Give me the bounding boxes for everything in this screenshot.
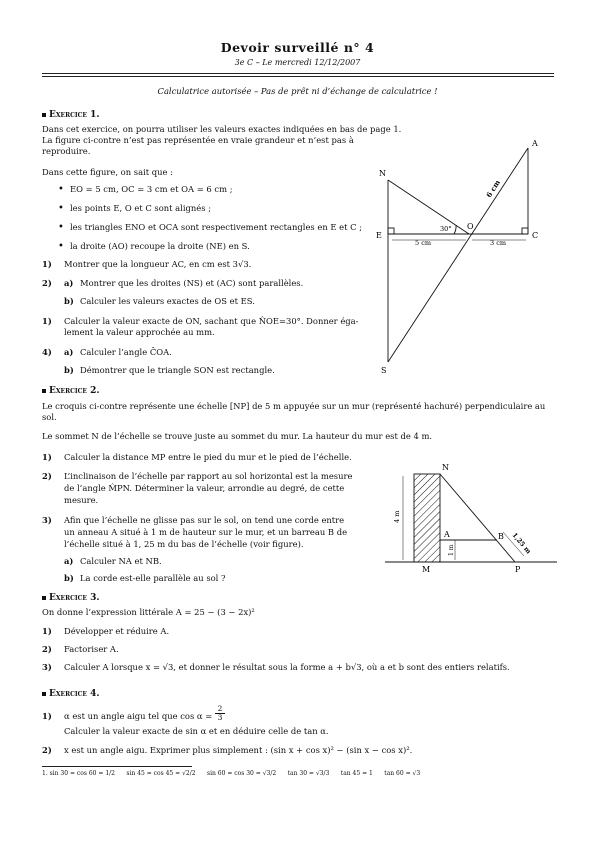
label-e: E: [376, 231, 382, 240]
page-title: Devoir surveillé n° 4: [220, 40, 375, 55]
list-item: • les triangles ENO et OCA sont respectivement rectangles en E et C ;: [58, 222, 378, 233]
label-c: C: [532, 231, 539, 240]
angle-arc: [454, 225, 456, 234]
list-item: • la droite (AO) recoupe la droite (NE) en S.: [58, 241, 378, 252]
label-eo: 5 cm: [415, 239, 432, 247]
ex3-question-2: 2) Factoriser A.: [42, 644, 119, 654]
figure-1: [370, 132, 550, 377]
label-p: P: [515, 565, 521, 574]
ex2-intro: sol.: [42, 412, 57, 422]
ex2-question-3: 3) Afin que l’échelle ne glisse pas sur le sol, on tend une corde entre: [42, 515, 345, 525]
wall: [414, 474, 440, 562]
label-s: S: [381, 366, 387, 375]
ex2-question-2: 2) L’inclinaison de l’échelle par rapport au sol horizontal est la mesure: [42, 471, 353, 481]
divider: [42, 76, 554, 77]
line-as: [388, 148, 528, 362]
ex1-question-4b: b) Démontrer que le triangle SON est rectangle.: [64, 365, 275, 375]
ex1-question-3: 1) Calculer la valeur exacte de ON, sachant que N̂OE=30°. Donner éga-: [42, 316, 359, 326]
ex1-intro: La figure ci-contre n’est pas représentée en vraie grandeur et n’est pas à: [42, 135, 354, 145]
fraction: [215, 705, 225, 723]
ex4-question-2: 2) x est un angle aigu. Exprimer plus simplement : (sin x + cos x)² − (sin x − cos x)².: [42, 745, 413, 755]
label-oa: 6 cm: [484, 178, 503, 200]
ex1-question-2b: b) Calculer les valeurs exactes de OS et ES.: [64, 296, 255, 306]
exercise-4-heading: Exercice 4.: [42, 689, 100, 701]
right-angle-c: [522, 228, 528, 234]
label-oc: 3 cm: [490, 239, 507, 247]
ex2-question-2: mesure.: [64, 495, 99, 505]
list-item: • EO = 5 cm, OC = 3 cm et OA = 6 cm ;: [58, 184, 378, 195]
ex1-intro: Dans cet exercice, on pourra utiliser les valeurs exactes indiquées en bas de page 1.: [42, 124, 402, 134]
line-no: [388, 180, 469, 234]
label-ring-height: 1 m: [448, 544, 455, 556]
label-pb: 1,25 m: [510, 531, 533, 556]
label-b: B: [498, 532, 504, 541]
label-a: A: [532, 139, 538, 148]
ex3-intro: On donne l’expression littérale A = 25 − (3 − 2x)²: [42, 607, 255, 617]
exercise-2-heading: Exercice 2.: [42, 386, 100, 398]
ex1-question-4a: 4) a) Calculer l’angle ĈOA.: [42, 347, 172, 357]
list-item: • les points E, O et C sont alignés ;: [58, 203, 378, 214]
ex1-question-2a: 2) a) Montrer que les droites (NS) et (AC) sont parallèles.: [42, 278, 304, 288]
exercise-1-heading: Exercice 1.: [42, 110, 100, 122]
label-height: 4 m: [393, 510, 401, 523]
label-n: N: [442, 463, 449, 472]
ex4-question-1: Calculer la valeur exacte de sin α et en déduire celle de tan α.: [64, 726, 329, 736]
right-angle-e: [388, 228, 394, 234]
ex2-question-1: 1) Calculer la distance MP entre le pied du mur et le pied de l’échelle.: [42, 452, 352, 462]
exercise-3-heading: Exercice 3.: [42, 593, 100, 605]
fraction-denominator: 3: [217, 713, 223, 723]
ex2-question-3a: a) Calculer NA et NB.: [64, 556, 162, 566]
ex3-question-3: 3) Calculer A lorsque x = √3, et donner le résultat sous la forme a + b√3, où a et b sont des entiers relatifs.: [42, 662, 510, 672]
ex2-question-2: de l’angle M̂PN. Déterminer la valeur, arrondie au degré, de cette: [64, 483, 345, 493]
label-o: O: [467, 222, 474, 231]
ex3-question-1: 1) Développer et réduire A.: [42, 626, 170, 636]
label-m: M: [422, 565, 431, 574]
ex4-question-1: 1) α est un angle aigu tel que cos α =: [42, 711, 213, 721]
ex2-intro: Le croquis ci-contre représente une échelle [NP] de 5 m appuyée sur un mur (représenté hachuré) perpendiculaire au: [42, 401, 546, 411]
label-n: N: [379, 169, 386, 178]
ex2-question-3b: b) La corde est-elle parallèle au sol ?: [64, 573, 226, 583]
divider: [42, 73, 554, 74]
ex1-intro: reproduire.: [42, 146, 91, 156]
ex1-question-3: lement la valeur approchée au mm.: [64, 327, 215, 337]
calculator-note: Calculatrice autorisée – Pas de prêt ni d’échange de calculatrice !: [157, 86, 438, 96]
figure-2: [385, 460, 560, 575]
ex2-question-3: l’échelle situé à 1, 25 m du bas de l’échelle (voir figure).: [64, 539, 304, 549]
label-angle: 30°: [440, 225, 452, 233]
ex2-question-3: un anneau A situé à 1 m de hauteur sur le mur, et un barreau B de: [64, 527, 348, 537]
ex1-bullets: [58, 184, 378, 257]
fraction-numerator: 2: [215, 705, 225, 714]
page-subtitle: 3e C – Le mercredi 12/12/2007: [234, 58, 361, 67]
footnote-divider: [42, 766, 192, 767]
label-a: A: [444, 530, 450, 539]
ex1-intro: Dans cette figure, on sait que :: [42, 167, 173, 177]
ex2-intro: Le sommet N de l’échelle se trouve juste au sommet du mur. La hauteur du mur est de 4 m.: [42, 431, 433, 441]
ex1-question-1: 1) Montrer que la longueur AC, en cm est 3√3.: [42, 259, 252, 269]
footnote: 1. sin 30 = cos 60 = 1/2 sin 45 = cos 45 = √2/2 sin 60 = cos 30 = √3/2 tan 30 = √3/3 tan 45 = 1 tan 60 = √3: [42, 770, 421, 777]
